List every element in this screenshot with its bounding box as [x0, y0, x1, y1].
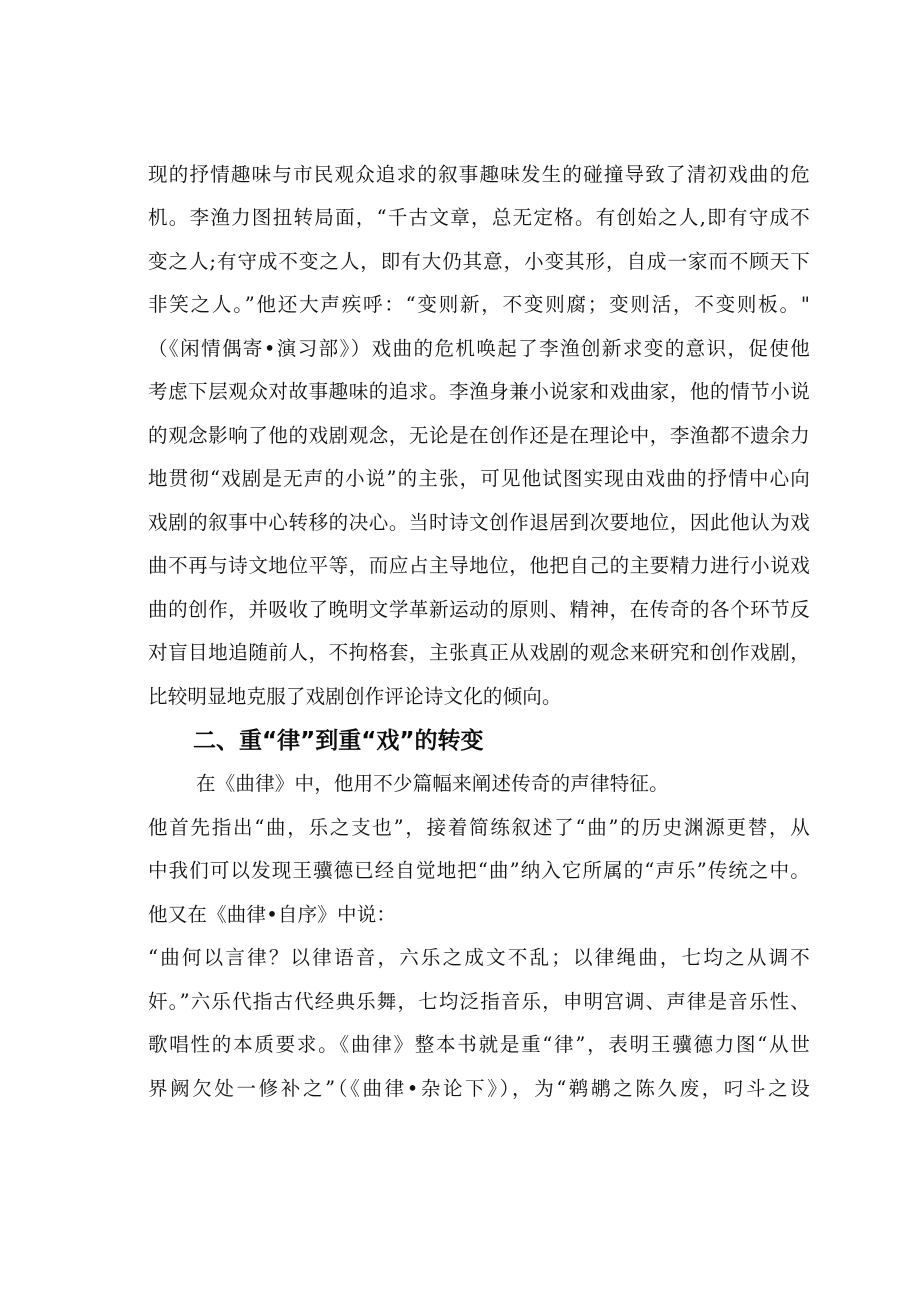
- section-2-line-5: “曲何以言律？以律语音，六乐之成文不乱；以律绳曲，七均之从调不: [148, 946, 810, 969]
- paragraph-1-line-13: 比较明显地克服了戏剧创作评论诗文化的倾向。: [148, 685, 562, 708]
- paragraph-1-line-5: （《闲情偶寄•演习部》）戏曲的危机唤起了李渔创新求变的意识，促使他: [148, 337, 810, 360]
- section-2-line-6: 奸。”六乐代指古代经典乐舞，七均泛指音乐，申明宫调、声律是音乐性、: [148, 990, 810, 1013]
- paragraph-1-line-6: 考虑下层观众对故事趣味的追求。李渔身兼小说家和戏曲家，他的情节小说: [148, 380, 810, 403]
- section-2-line-3: 中我们可以发现王骥德已经自觉地把“曲”纳入它所属的“声乐”传统之中。: [148, 859, 810, 882]
- paragraph-1-line-8: 地贯彻“戏剧是无声的小说”的主张，可见他试图实现由戏曲的抒情中心向: [148, 467, 810, 490]
- paragraph-1-line-7: 的观念影响了他的戏剧观念，无论是在创作还是在理论中，李渔都不遗余力: [148, 424, 810, 447]
- paragraph-1-line-3: 变之人;有守成不变之人，即有大仍其意，小变其形，自成一家而不顾天下: [148, 250, 810, 273]
- section-2-line-4: 他又在《曲律•自序》中说：: [148, 903, 397, 926]
- paragraph-1-line-2: 机。李渔力图扭转局面，“千古文章，总无定格。有创始之人,即有守成不: [148, 206, 810, 229]
- section-heading: 二、重“律”到重“戏”的转变: [193, 728, 484, 754]
- paragraph-1-line-9: 戏剧的叙事中心转移的决心。当时诗文创作退居到次要地位，因此他认为戏: [148, 511, 810, 534]
- section-2-line-1: 在《曲律》中，他用不少篇幅来阐述传奇的声律特征。: [196, 772, 669, 795]
- section-2-line-7: 歌唱性的本质要求。《曲律》整本书就是重“律”，表明王骥德力图“从世: [148, 1033, 810, 1056]
- section-2-line-2: 他首先指出“曲，乐之支也”，接着简练叙述了“曲”的历史渊源更替，从: [148, 816, 810, 839]
- paragraph-1-line-4: 非笑之人。”他还大声疾呼：“变则新，不变则腐；变则活，不变则板。": [148, 293, 810, 316]
- paragraph-1-line-1: 现的抒情趣味与市民观众追求的叙事趣味发生的碰撞导致了清初戏曲的危: [148, 163, 810, 186]
- paragraph-1-line-10: 曲不再与诗文地位平等，而应占主导地位，他把自己的主要精力进行小说戏: [148, 554, 810, 577]
- paragraph-1-line-11: 曲的创作，并吸收了晚明文学革新运动的原则、精神，在传奇的各个环节反: [148, 598, 810, 621]
- paragraph-1-line-12: 对盲目地追随前人，不拘格套，主张真正从戏剧的观念来研究和创作戏剧，: [148, 641, 810, 664]
- section-2-line-8: 界阙欠处一修补之”（《曲律•杂论下》），为“鹈鹕之陈久废，叼斗之设: [148, 1077, 810, 1100]
